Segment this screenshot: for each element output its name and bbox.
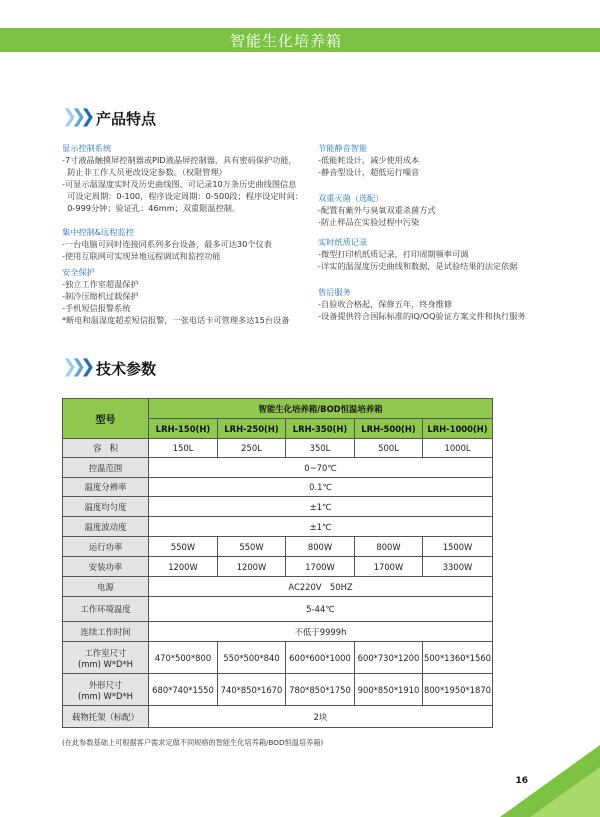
features-title: 产品特点 xyxy=(96,110,157,128)
table-row xyxy=(63,622,493,642)
feature-line: -静音型设计，超低运行噪音 xyxy=(318,167,420,177)
table-header-group: 智能生化培养箱/BOD恒温培养箱 xyxy=(149,399,493,419)
table-cell: ±1℃ xyxy=(149,517,493,537)
table-row xyxy=(63,642,493,674)
table-row xyxy=(63,458,493,478)
row-label-text: 温度分辨率 xyxy=(84,482,127,492)
feature-line: -一台电脑可同时连接同系列多台设备，最多可达30个仪表 xyxy=(62,239,272,249)
table-cell: 1700W xyxy=(355,557,423,577)
table-cell: 2块 xyxy=(149,706,493,728)
table-cell: 1200W xyxy=(149,557,218,577)
row-label-text: 容 积 xyxy=(92,443,119,453)
table-row xyxy=(63,577,493,597)
table-row-label xyxy=(63,557,149,577)
corner-decoration-light xyxy=(530,767,600,817)
feature-line: -可显示温湿度实时及历史曲线图、可记录10万条历史曲线图信息 xyxy=(62,179,297,189)
table-cell: 550*500*840 xyxy=(218,642,286,674)
table-cell: 1500W xyxy=(423,537,493,557)
table-row xyxy=(63,557,493,577)
feature-line: -设备提供符合国际标准的IQ/OQ验证方案文件和执行服务 xyxy=(318,311,526,321)
feature-line: -防止样品在实验过程中污染 xyxy=(318,217,420,227)
feature-line: -7寸液晶触摸屏控制器或PID液晶屏控制器，具有密码保护功能， xyxy=(62,155,297,165)
feature-line: -低能耗设计，减少使用成本 xyxy=(318,155,420,165)
table-cell: 3300W xyxy=(423,557,493,577)
table-cell: 740*850*1670 xyxy=(218,674,286,706)
table-row-label xyxy=(63,622,149,642)
feature-group xyxy=(62,226,272,262)
feature-group xyxy=(318,236,517,272)
table-cell: 0~70℃ xyxy=(149,458,493,478)
row-label-text: 安装功率 xyxy=(88,561,123,572)
table-cell: 250L xyxy=(218,439,286,458)
table-header-model-name: LRH-250(H) xyxy=(218,419,286,439)
table-header-model: 型号 xyxy=(63,399,149,439)
table-row-label xyxy=(63,674,149,706)
table-cell: 1200W xyxy=(218,557,286,577)
feature-group-title: 节能静音智能 xyxy=(318,143,368,153)
table-cell: 900*850*1910 xyxy=(355,674,423,706)
feature-line: -制冷压缩机过载保护 xyxy=(62,291,139,301)
feature-line: -手机短信报警系统 xyxy=(62,303,131,313)
row-label-text: 电源 xyxy=(97,581,114,592)
table-cell: 500L xyxy=(355,439,423,458)
row-label-text: 工作室尺寸 xyxy=(84,647,127,658)
feature-group-title: 实时纸质记录 xyxy=(318,237,368,247)
table-row xyxy=(63,597,493,622)
table-header-model-name: LRH-350(H) xyxy=(286,419,355,439)
feature-group-title: 显示控制系统 xyxy=(62,143,112,153)
table-cell: 1000L xyxy=(423,439,493,458)
page-title: 智能生化培养箱 xyxy=(230,32,343,50)
table-cell: 5-44℃ xyxy=(149,597,493,622)
table-row-label xyxy=(63,642,149,674)
feature-line: -详实的温湿度历史曲线和数据，是试验结果的法定依据 xyxy=(318,261,518,271)
table-row-label xyxy=(63,577,149,597)
row-label-text: 外形尺寸 xyxy=(88,679,123,690)
table-row xyxy=(63,497,493,517)
table-cell: 680*740*1550 xyxy=(149,674,218,706)
table-cell: 600*730*1200 xyxy=(355,642,423,674)
feature-group xyxy=(318,192,436,228)
feature-group-title: 集中控制&远程监控 xyxy=(62,227,134,237)
chevron-right-icon: ❯❯❯ xyxy=(62,106,90,127)
table-cell: 800*1950*1870 xyxy=(423,674,493,706)
chevron-right-icon: ❯❯❯ xyxy=(62,356,90,377)
row-label-text: 连续工作时间 xyxy=(80,626,131,637)
table-cell: 350L xyxy=(286,439,355,458)
table-cell: 0.1℃ xyxy=(149,478,493,497)
table-header-model-name: LRH-1000(H) xyxy=(423,419,493,439)
table-cell: ±1℃ xyxy=(149,497,493,517)
table-cell: 550W xyxy=(149,537,218,557)
feature-line: -配置有紫外与臭氧双重杀菌方式 xyxy=(318,205,436,215)
spec-table xyxy=(62,398,493,728)
table-header-model-name: LRH-150(H) xyxy=(149,419,218,439)
feature-line: -独立工作室超温保护 xyxy=(62,279,139,289)
row-label-text: 工作环境温度 xyxy=(80,604,131,614)
row-label-text: 控温范围 xyxy=(88,462,123,473)
table-row xyxy=(63,706,493,728)
table-row-label xyxy=(63,478,149,497)
table-row-label xyxy=(63,706,149,728)
table-cell: 800W xyxy=(355,537,423,557)
table-header-model-name: LRH-500(H) xyxy=(355,419,423,439)
row-label-text: 运行功率 xyxy=(88,541,123,552)
table-header-row xyxy=(63,399,493,419)
table-cell: 470*500*800 xyxy=(149,642,218,674)
specs-title: 技术参数 xyxy=(96,360,157,378)
row-label-subtext: (mm) W*D*H xyxy=(78,658,133,669)
table-row xyxy=(63,478,493,497)
feature-group xyxy=(62,266,289,326)
table-row xyxy=(63,537,493,557)
row-label-text: 温度波动度 xyxy=(84,521,127,532)
table-row-label xyxy=(63,597,149,622)
feature-group-title: 双重灭菌（选配） xyxy=(318,193,384,203)
row-label-text: 载物托架（标配） xyxy=(72,711,139,722)
feature-line: -使用互联网可实现异地远程调试和监控功能 xyxy=(62,251,221,261)
feature-line: -自验收合格起，保修五年，终身维修 xyxy=(318,299,452,309)
table-cell: 780*850*1750 xyxy=(286,674,355,706)
table-cell: 150L xyxy=(149,439,218,458)
feature-group xyxy=(318,142,419,178)
feature-line: 可设定周期：0-100，程序设定周期：0-500段；程序设定时间： xyxy=(62,191,304,201)
feature-line: 0-999分钟；验证孔：46mm；双重限温控制。 xyxy=(62,203,241,213)
table-row xyxy=(63,517,493,537)
table-cell: 500*1360*1560 xyxy=(423,642,493,674)
table-cell: 550W xyxy=(218,537,286,557)
page-number: 16 xyxy=(515,776,528,786)
table-cell: AC220V 50HZ xyxy=(149,577,493,597)
table-cell: 不低于9999h xyxy=(149,622,493,642)
feature-group xyxy=(318,286,526,322)
feature-line: 防止非工作人员更改设定参数。（权限管理） xyxy=(62,167,227,177)
table-row xyxy=(63,439,493,458)
table-cell: 800W xyxy=(286,537,355,557)
table-row-label xyxy=(63,497,149,517)
table-cell: 1700W xyxy=(286,557,355,577)
feature-group-title: 安全保护 xyxy=(62,267,95,277)
table-row-label xyxy=(63,458,149,478)
table-row-label xyxy=(63,439,149,458)
table-row xyxy=(63,674,493,706)
table-row-label xyxy=(63,517,149,537)
feature-line: -微型打印机纸质记录，打印周期频率可调 xyxy=(318,249,469,259)
table-row-label xyxy=(63,537,149,557)
feature-group-title: 售后服务 xyxy=(318,287,351,297)
table-cell: 600*600*1000 xyxy=(286,642,355,674)
feature-line: *断电和温湿度超差短信报警，一张电话卡可管理多达15台设备 xyxy=(62,315,290,325)
row-label-text: 温度均匀度 xyxy=(84,501,127,512)
spec-note: (在此参数基础上可根据客户需求定做不同规格的智能生化培养箱/BOD恒温培养箱) xyxy=(62,738,324,747)
row-label-subtext: (mm) W*D*H xyxy=(78,690,133,701)
feature-group xyxy=(62,142,303,214)
